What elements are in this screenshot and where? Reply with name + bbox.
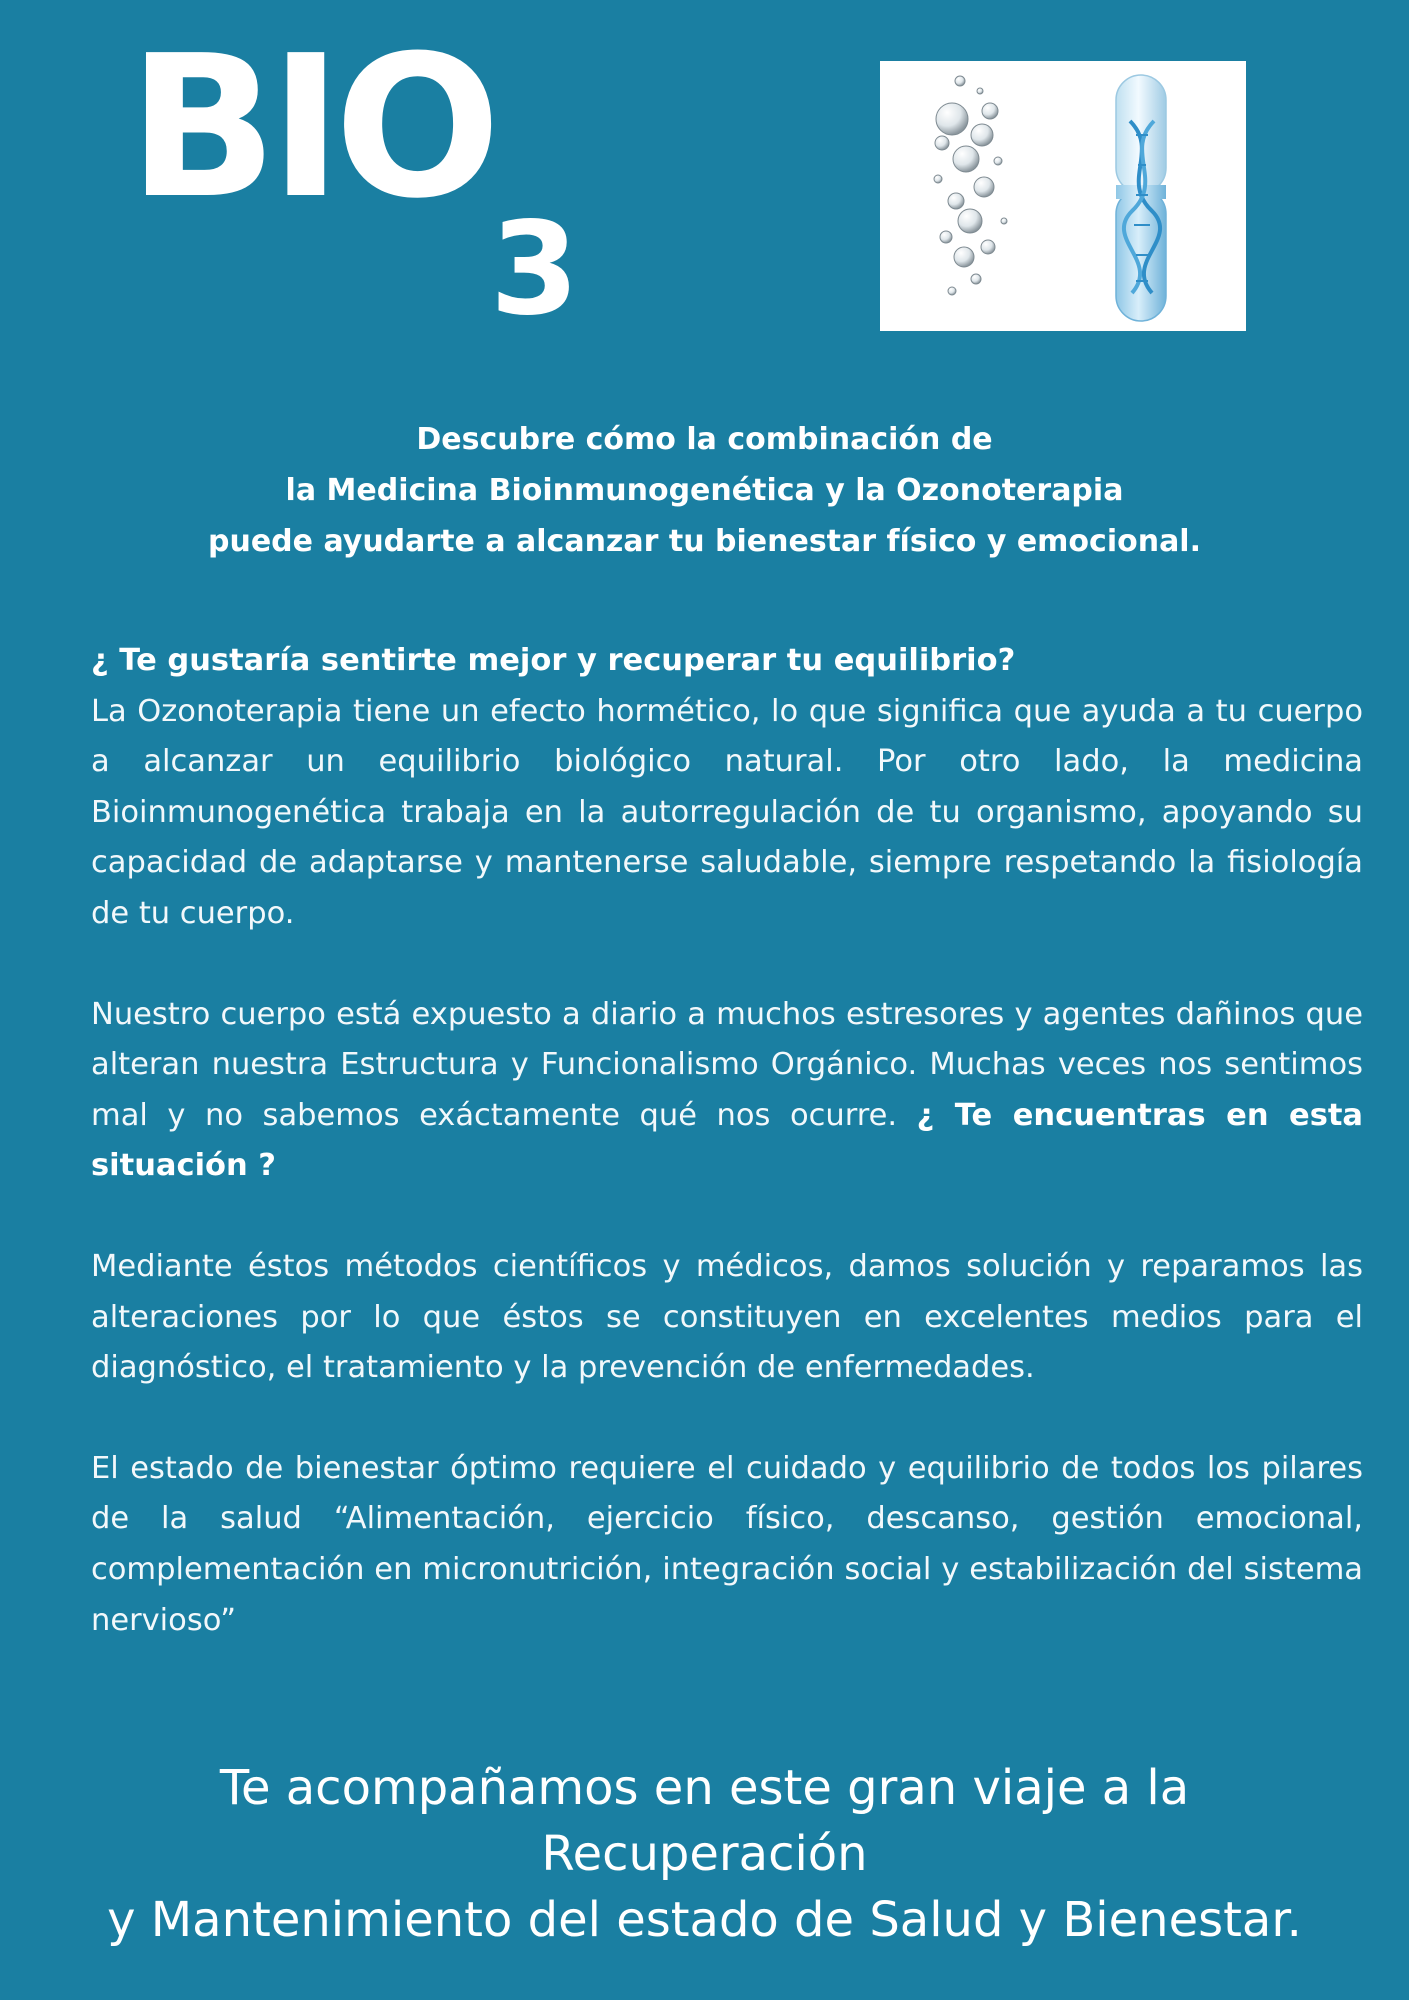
logo-main-text: BIO [128,14,493,242]
bio3-logo [128,14,608,350]
paragraph-1-heading: ¿ Te gustaría sentirte mejor y recuperar tu equilibrio? [91,643,1016,678]
intro-line-2: la Medicina Bioinmunogenética y la Ozonoterapia [285,473,1124,508]
closing-statement [60,1755,1349,1953]
closing-line-1: Te acompañamos en este gran viaje a la Recuperación [219,1760,1190,1882]
paragraph-2-question: ¿ Te encuentras en esta situación ? [91,1097,1364,1184]
paragraph-1-text: La Ozonoterapia tiene un efecto hormético, lo que significa que ayuda a tu cuerpo a alcanzar un equilibrio biológico natural. Por otro lado, la medicina Bioinmunogenética trabaja en la autorregulación de tu organismo, apoyando su capacidad de adaptarse y mantenerse saludable, siempre respetando la fisiología de tu cuerpo. [91,693,1363,931]
intro-line-1: Descubre cómo la combinación de [416,422,993,457]
intro-line-3: puede ayudarte a alcanzar tu bienestar físico y emocional. [208,524,1201,559]
paragraph-1 [91,636,1363,940]
intro-heading [90,414,1319,567]
paragraph-4 [91,1444,1363,1646]
ozone-bubbles-dna-capsule-image [880,61,1246,331]
paragraph-2 [91,990,1363,1192]
paragraph-2-text: Nuestro cuerpo está expuesto a diario a muchos estresores y agentes dañinos que alteran nuestra Estructura y Funcionalismo Orgánico. Muchas veces nos sentimos mal y no sabemos exáctamente qué nos ocurre. [91,996,1363,1133]
closing-line-2: y Mantenimiento del estado de Salud y Bienestar. [107,1892,1302,1948]
body-content [91,636,1363,1696]
paragraph-3 [91,1242,1363,1394]
logo-subscript: 3 [490,195,580,344]
paragraph-3-text: Mediante éstos métodos científicos y médicos, damos solución y reparamos las alteraciones por lo que éstos se constituyen en excelentes medios para el diagnóstico, el tratamiento y la prevención de enfermedades. [91,1248,1363,1386]
paragraph-4-text: El estado de bienestar óptimo requiere el cuidado y equilibrio de todos los pilares de la salud “Alimentación, ejercicio físico, descanso, gestión emocional, complementación en micronutrición, integración social y estabilización del sistema nervioso” [91,1450,1363,1638]
